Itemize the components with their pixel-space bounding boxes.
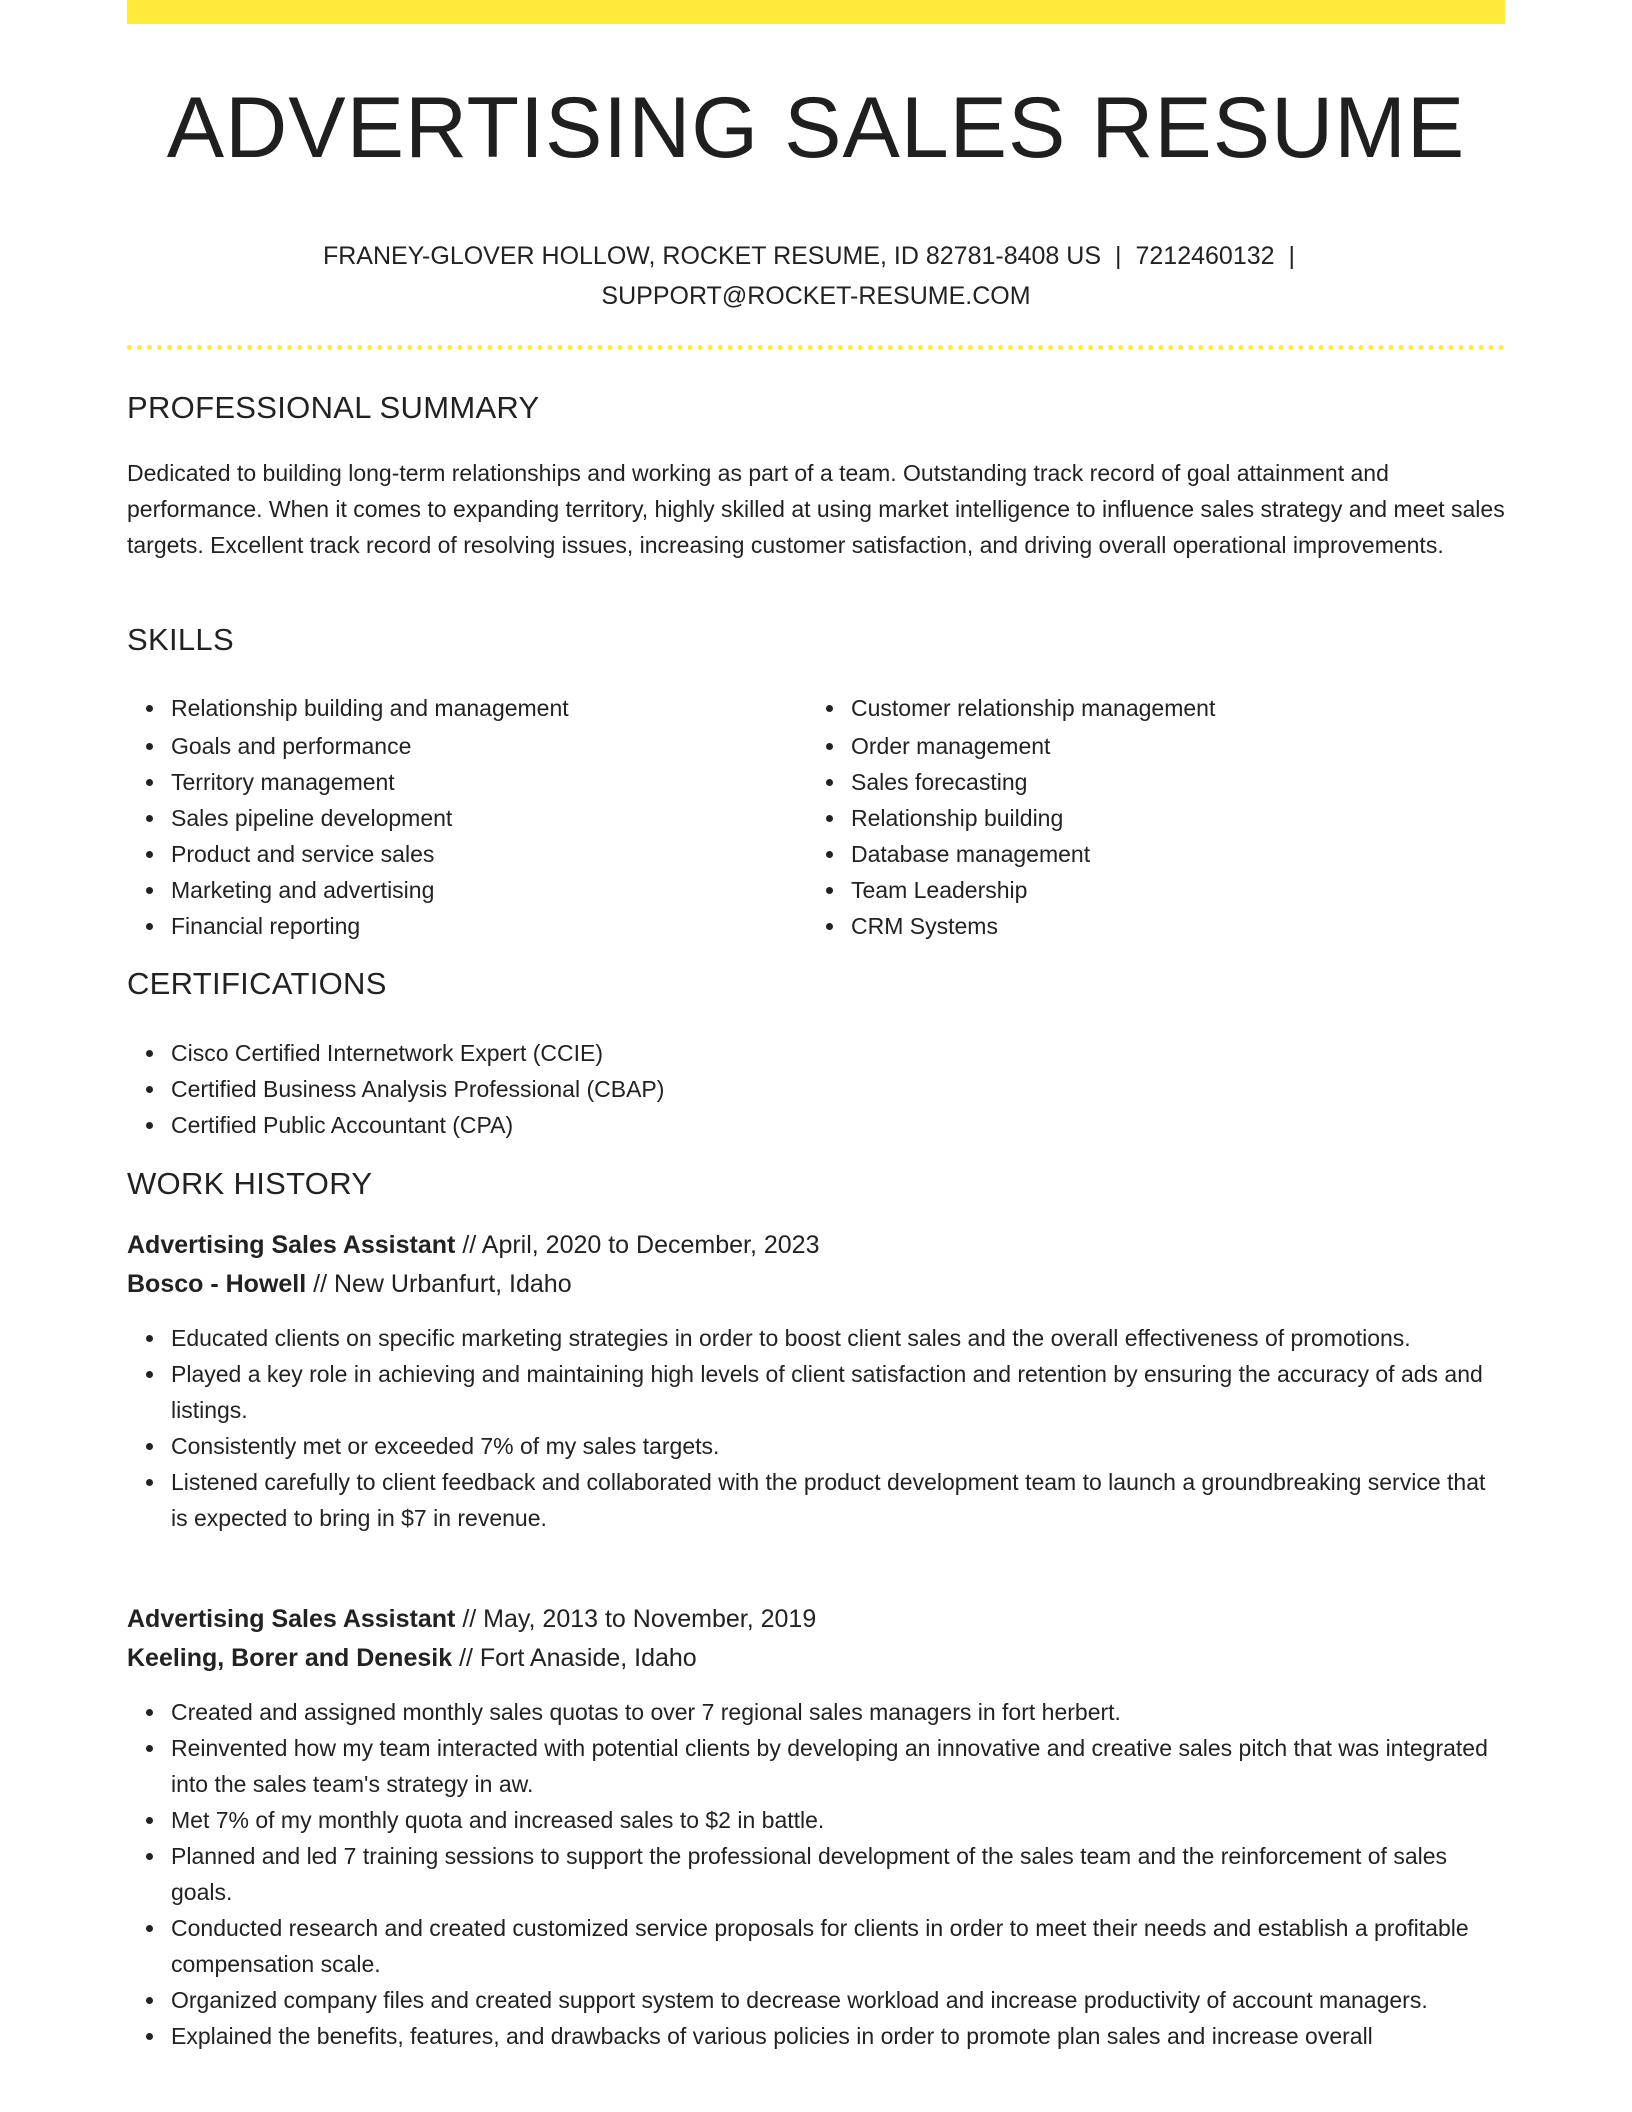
job-dates: // May, 2013 to November, 2019 [462, 1605, 817, 1633]
job-location: // New Urbanfurt, Idaho [313, 1270, 572, 1298]
skill-item: CRM Systems [807, 908, 1487, 944]
job-company: Keeling, Borer and Denesik [127, 1644, 453, 1672]
job-company-line [127, 1265, 1505, 1304]
job-title-line [127, 1226, 1505, 1265]
resume-page [127, 0, 1505, 2112]
job-title: Advertising Sales Assistant [127, 1605, 456, 1633]
skill-item: Team Leadership [807, 872, 1487, 908]
skills-list-right [807, 690, 1487, 944]
summary-text: Dedicated to building long-term relationships and working as part of a team. Outstanding track record of goal attainment and performance. When it comes to expanding territory, highly skilled at using market intelligence to influence sales strategy and meet sales targets. Excellent track record of resolving issues, increasing customer satisfaction, and driving overall operational improvements. [127, 460, 1505, 558]
skill-item: Customer relationship management [807, 690, 1487, 726]
job-company: Bosco - Howell [127, 1270, 307, 1298]
skill-item: Territory management [127, 764, 807, 800]
skill-item: Order management [807, 728, 1487, 764]
skill-item: Product and service sales [127, 836, 807, 872]
dotted-divider [127, 345, 1505, 350]
job-location: // Fort Anaside, Idaho [459, 1644, 697, 1672]
skill-item: Sales pipeline development [127, 800, 807, 836]
job-bullet: Reinvented how my team interacted with potential clients by developing an innovative and creative sales pitch that was integrated into the sales team's strategy in aw. [127, 1730, 1505, 1802]
job-bullet: Planned and led 7 training sessions to support the professional development of the sales team and the reinforcement of sales goals. [127, 1838, 1505, 1910]
accent-top-bar [127, 0, 1505, 24]
job-bullet: Created and assigned monthly sales quotas to over 7 regional sales managers in fort herbert. [127, 1694, 1505, 1730]
contact-phone: 7212460132 [1135, 242, 1275, 270]
section-heading-certifications: CERTIFICATIONS [127, 966, 387, 1001]
job-bullet: Organized company files and created support system to decrease workload and increase productivity of account managers. [127, 1982, 1505, 2018]
job-bullets [127, 1320, 1505, 1536]
skill-item: Relationship building and management [127, 690, 807, 726]
contact-line-2 [127, 276, 1505, 316]
skill-item: Relationship building [807, 800, 1487, 836]
job-entry [127, 1600, 1505, 2054]
job-title-line [127, 1600, 1505, 1639]
job-bullet: Educated clients on specific marketing strategies in order to boost client sales and the overall effectiveness of promotions. [127, 1320, 1505, 1356]
job-bullet: Met 7% of my monthly quota and increased sales to $2 in battle. [127, 1802, 1505, 1838]
job-entry [127, 1226, 1505, 1536]
job-company-line [127, 1639, 1505, 1678]
contact-separator: | [1288, 242, 1296, 270]
job-bullets [127, 1694, 1505, 2054]
skill-item: Sales forecasting [807, 764, 1487, 800]
certification-item: Cisco Certified Internetwork Expert (CCIE) [127, 1035, 1505, 1071]
certification-item: Certified Public Accountant (CPA) [127, 1107, 1505, 1143]
skills-list-left [127, 690, 807, 944]
contact-address: FRANEY-GLOVER HOLLOW, ROCKET RESUME, ID 82781-8408 US [322, 242, 1101, 270]
section-heading-summary: PROFESSIONAL SUMMARY [127, 390, 540, 425]
certification-item: Certified Business Analysis Professional (CBAP) [127, 1071, 1505, 1107]
skill-item: Financial reporting [127, 908, 807, 944]
job-bullet: Consistently met or exceeded 7% of my sales targets. [127, 1428, 1505, 1464]
job-title: Advertising Sales Assistant [127, 1231, 456, 1259]
job-bullet: Conducted research and created customized service proposals for clients in order to meet their needs and establish a profitable compensation scale. [127, 1910, 1505, 1982]
certifications-list [127, 1035, 1505, 1143]
resume-title: ADVERTISING SALES RESUME [166, 80, 1466, 176]
job-bullet: Listened carefully to client feedback and collaborated with the product development team to launch a groundbreaking service that is expected to bring in $7 in revenue. [127, 1464, 1505, 1536]
section-heading-work-history: WORK HISTORY [127, 1166, 373, 1201]
contact-line-1 [127, 236, 1505, 276]
section-heading-skills: SKILLS [127, 622, 234, 657]
skill-item: Database management [807, 836, 1487, 872]
skill-item: Marketing and advertising [127, 872, 807, 908]
contact-info [127, 236, 1505, 316]
job-bullet: Played a key role in achieving and maintaining high levels of client satisfaction and retention by ensuring the accuracy of ads and listings. [127, 1356, 1505, 1428]
job-bullet: Explained the benefits, features, and drawbacks of various policies in order to promote plan sales and increase overall [127, 2018, 1505, 2054]
contact-separator: | [1115, 242, 1122, 270]
skill-item: Goals and performance [127, 728, 807, 764]
contact-email: SUPPORT@ROCKET-RESUME.COM [601, 282, 1031, 310]
job-dates: // April, 2020 to December, 2023 [462, 1231, 820, 1259]
